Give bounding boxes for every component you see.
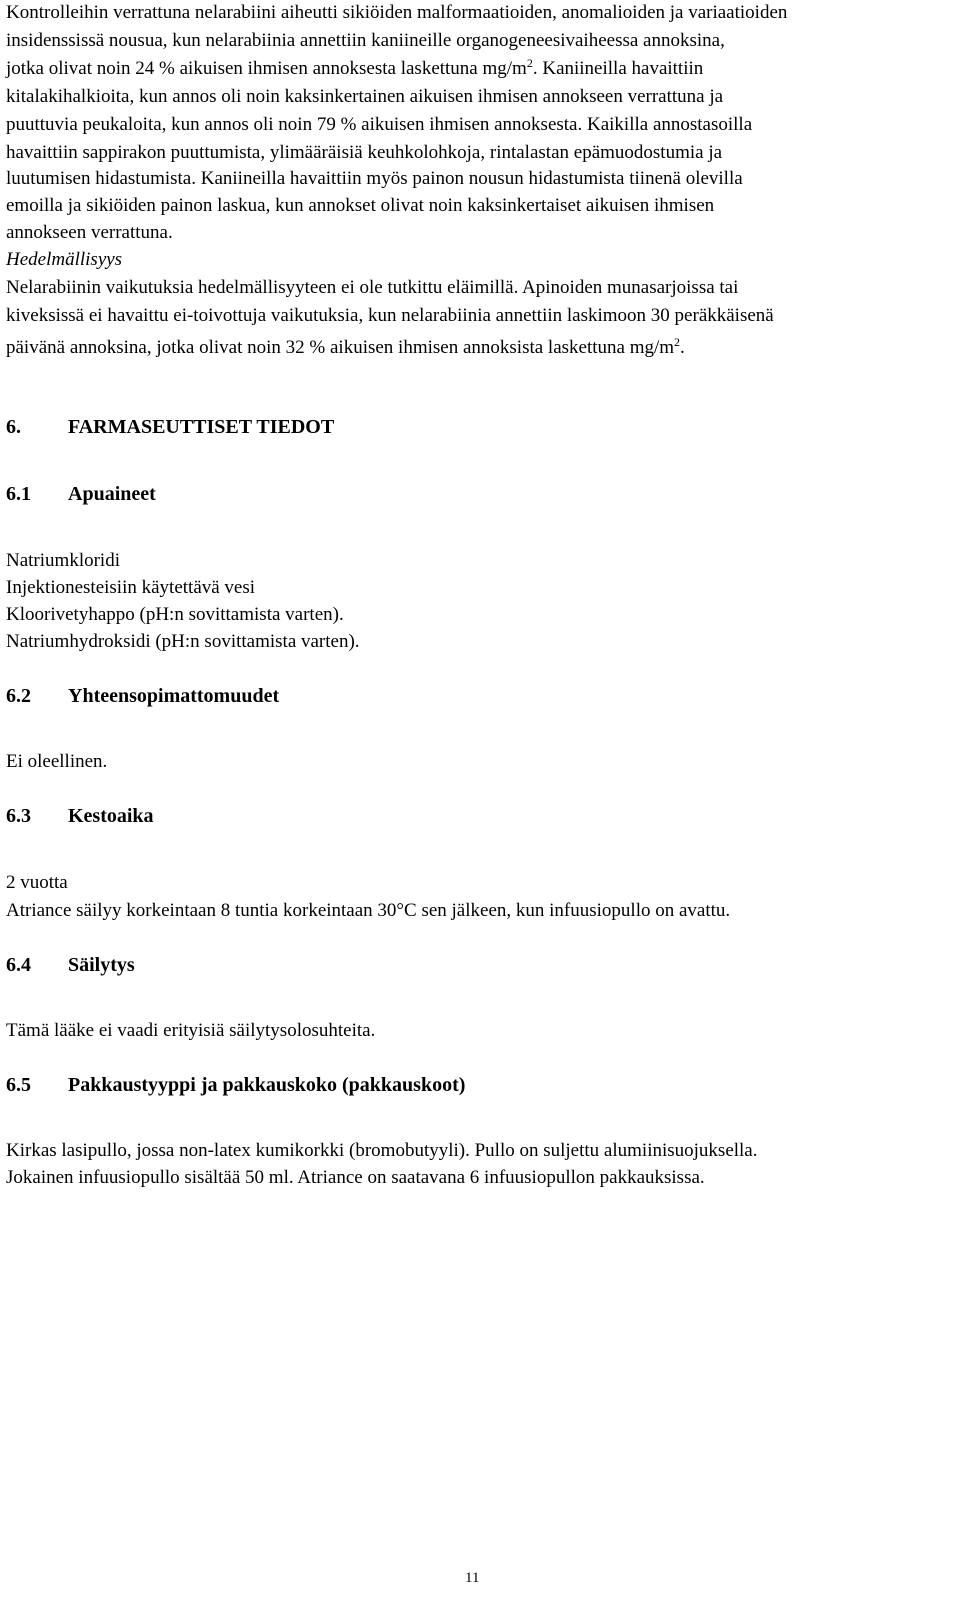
section-number: 6.3 [6, 805, 31, 827]
section-text: 2 vuotta [6, 872, 68, 893]
page-number: 11 [465, 1570, 480, 1586]
excipient-item: Natriumkloridi [6, 550, 120, 571]
section-number: 6.1 [6, 483, 31, 505]
paragraph-line: Kontrolleihin verrattuna nelarabiini aiheutti sikiöiden malformaatioiden, anomalioiden ja variaatioiden [6, 2, 788, 23]
section-heading-6-5 [6, 1072, 465, 1098]
excipient-item: Natriumhydroksidi (pH:n sovittamista varten). [6, 631, 360, 652]
section-title: FARMASEUTTISET TIEDOT [68, 416, 335, 438]
section-heading-6-2 [6, 683, 279, 709]
paragraph-line [6, 56, 703, 82]
superscript: 2 [526, 56, 533, 70]
section-text: Ei oleellinen. [6, 751, 108, 772]
paragraph-line-tail: . Kaniineilla havaittiin [532, 58, 704, 79]
section-text: Atriance säilyy korkeintaan 8 tuntia korkeintaan 30°C sen jälkeen, kun infuusiopullo on avattu. [6, 900, 731, 921]
paragraph-line: puuttuvia peukaloita, kun annos oli noin 79 % aikuisen ihmisen annoksesta. Kaikilla annostasoilla [6, 114, 753, 135]
paragraph-line: insidenssissä nousua, kun nelarabiinia annettiin kaniineille organogeneesivaiheessa annoksina, [6, 30, 725, 51]
section-number: 6.5 [6, 1074, 31, 1096]
paragraph-line: luutumisen hidastumista. Kaniineilla havaittiin myös painon nousun hidastumista tiinenä olevilla [6, 168, 743, 189]
paragraph-line: havaittiin sappirakon puuttumista, ylimääräisiä keuhkolohkoja, rintalastan epämuodostumia ja [6, 142, 723, 163]
section-heading-6-3 [6, 803, 154, 829]
excipient-item: Kloorivetyhappo (pH:n sovittamista varten). [6, 604, 344, 625]
paragraph-line-text: päivänä annoksina, jotka olivat noin 32 % aikuisen ihmisen annoksista laskettuna mg/m [6, 337, 675, 358]
paragraph-line [6, 335, 685, 361]
paragraph-line: emoilla ja sikiöiden painon laskua, kun annokset olivat noin kaksinkertaiset aikuisen ihmisen [6, 195, 715, 216]
section-number: 6. [6, 416, 21, 438]
paragraph-line: kiveksissä ei havaittu ei-toivottuja vaikutuksia, kun nelarabiinia annettiin laskimoon 30 peräkkäisenä [6, 305, 774, 326]
superscript: 2 [674, 335, 681, 349]
paragraph-line: annokseen verrattuna. [6, 222, 173, 243]
section-title: Kestoaika [68, 805, 154, 827]
section-heading-6-4 [6, 952, 135, 978]
section-number: 6.2 [6, 685, 31, 707]
section-text: Tämä lääke ei vaadi erityisiä säilytysolosuhteita. [6, 1020, 376, 1041]
section-text: Jokainen infuusiopullo sisältää 50 ml. Atriance on saatavana 6 infuusiopullon pakkauksissa. [6, 1167, 705, 1188]
section-title: Apuaineet [68, 483, 156, 505]
section-heading-6-1 [6, 481, 156, 507]
excipient-item: Injektionesteisiin käytettävä vesi [6, 577, 256, 598]
section-title: Säilytys [68, 954, 135, 976]
section-number: 6.4 [6, 954, 31, 976]
subheading-fertility: Hedelmällisyys [6, 249, 123, 270]
paragraph-line-tail: . [680, 337, 685, 358]
section-text: Kirkas lasipullo, jossa non-latex kumikorkki (bromobutyyli). Pullo on suljettu alumiinisuojuksella. [6, 1140, 758, 1161]
section-title: Pakkaustyyppi ja pakkauskoko (pakkauskoot) [68, 1074, 466, 1096]
section-title: Yhteensopimattomuudet [68, 685, 280, 707]
section-heading-6 [6, 414, 334, 440]
paragraph-line: kitalakihalkioita, kun annos oli noin kaksinkertainen aikuisen ihmisen annokseen verrattuna ja [6, 86, 724, 107]
paragraph-line: Nelarabiinin vaikutuksia hedelmällisyyteen ei ole tutkittu eläimillä. Apinoiden munasarjoissa tai [6, 277, 739, 298]
paragraph-line-text: jotka olivat noin 24 % aikuisen ihmisen annoksesta laskettuna mg/m [6, 58, 527, 79]
